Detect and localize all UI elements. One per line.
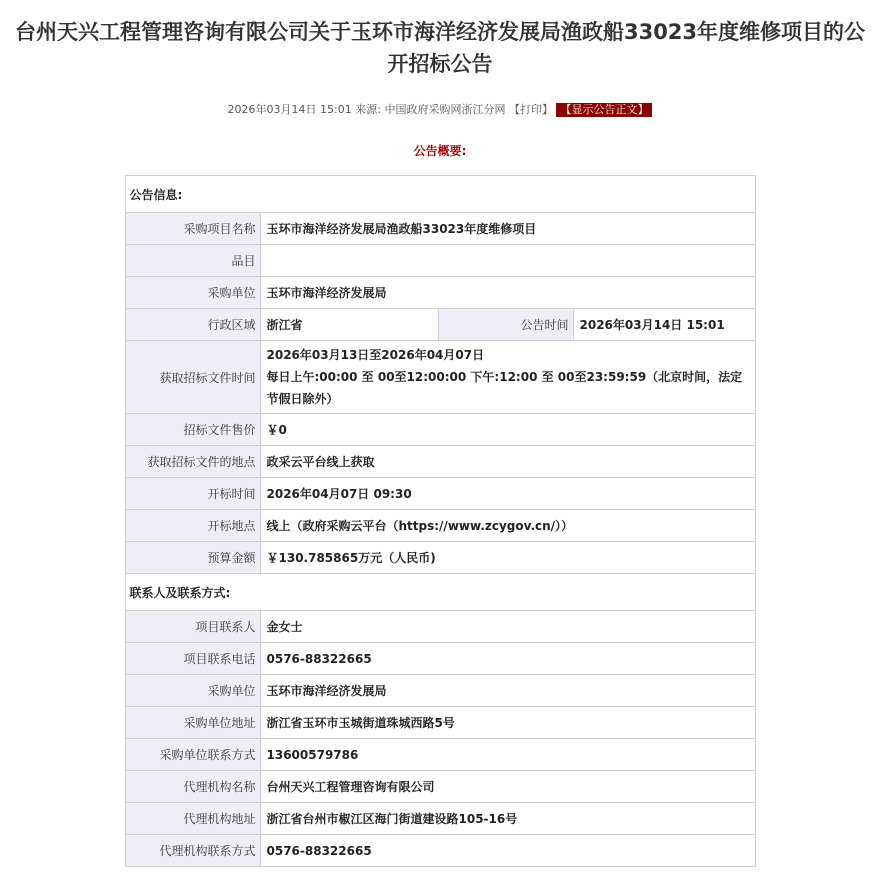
table-row — [125, 611, 755, 643]
announce-time-value: 2026年03月14日 15:01 — [573, 309, 755, 341]
table-row — [125, 176, 755, 213]
table-row — [125, 309, 755, 341]
region-value: 浙江省 — [260, 309, 438, 341]
source-link[interactable]: 中国政府采购网浙江分网 — [384, 103, 506, 116]
project-phone-label: 项目联系电话 — [125, 643, 260, 675]
table-row — [125, 478, 755, 510]
table-row — [125, 414, 755, 446]
show-full-text-button[interactable]: 【显示公告正文】 — [556, 103, 652, 117]
doc-time-label: 获取招标文件时间 — [125, 341, 260, 414]
purchaser-address-value: 浙江省玉环市玉城街道珠城西路5号 — [260, 707, 755, 739]
source-label: 来源: — [355, 103, 381, 116]
table-row — [125, 446, 755, 478]
table-row — [125, 739, 755, 771]
purchaser-label: 采购单位 — [125, 277, 260, 309]
project-name-value: 玉环市海洋经济发展局渔政船33023年度维修项目 — [260, 213, 755, 245]
purchaser-value: 玉环市海洋经济发展局 — [260, 277, 755, 309]
agency-phone-label: 代理机构联系方式 — [125, 835, 260, 867]
open-time-value: 2026年04月07日 09:30 — [260, 478, 755, 510]
purchaser-phone-label: 采购单位联系方式 — [125, 739, 260, 771]
open-place-label: 开标地点 — [125, 510, 260, 542]
item-value — [260, 245, 755, 277]
table-row — [125, 643, 755, 675]
table-row — [125, 277, 755, 309]
table-row — [125, 707, 755, 739]
table-row — [125, 803, 755, 835]
item-label: 品目 — [125, 245, 260, 277]
region-label: 行政区域 — [125, 309, 260, 341]
notice-info-table — [125, 175, 756, 867]
doc-time-value — [260, 341, 755, 414]
project-contact-value: 金女士 — [260, 611, 755, 643]
table-row — [125, 245, 755, 277]
agency-phone-value: 0576-88322665 — [260, 835, 755, 867]
table-row — [125, 771, 755, 803]
table-row — [125, 835, 755, 867]
contact-purchaser-value: 玉环市海洋经济发展局 — [260, 675, 755, 707]
doc-price-value: ￥0 — [260, 414, 755, 446]
contact-purchaser-label: 采购单位 — [125, 675, 260, 707]
doc-time-dates: 2026年03月13日至2026年04月07日 — [266, 348, 485, 362]
announce-time-label: 公告时间 — [438, 309, 573, 341]
agency-label: 代理机构名称 — [125, 771, 260, 803]
project-phone-value: 0576-88322665 — [260, 643, 755, 675]
publish-date: 2026年03月14日 15:01 — [227, 103, 352, 116]
project-name-label: 采购项目名称 — [125, 213, 260, 245]
open-place-value: 线上（政府采购云平台（https://www.zcygov.cn/）） — [260, 510, 755, 542]
agency-value: 台州天兴工程管理咨询有限公司 — [260, 771, 755, 803]
project-contact-label: 项目联系人 — [125, 611, 260, 643]
table-row — [125, 213, 755, 245]
print-link[interactable]: 【打印】 — [508, 103, 553, 116]
doc-time-hours: 每日上午:00:00 至 00至12:00:00 下午:12:00 至 00至23:59:59（北京时间，法定节假日除外） — [266, 370, 743, 406]
table-row — [125, 574, 755, 611]
table-row — [125, 675, 755, 707]
budget-label: 预算金额 — [125, 542, 260, 574]
summary-title: 公告概要: — [413, 144, 467, 158]
table-row — [125, 341, 755, 414]
purchaser-phone-value: 13600579786 — [260, 739, 755, 771]
doc-price-label: 招标文件售价 — [125, 414, 260, 446]
doc-place-value: 政采云平台线上获取 — [260, 446, 755, 478]
section-title-contact: 联系人及联系方式: — [125, 574, 755, 611]
agency-address-label: 代理机构地址 — [125, 803, 260, 835]
open-time-label: 开标时间 — [125, 478, 260, 510]
budget-value: ￥130.785865万元（人民币) — [260, 542, 755, 574]
table-row — [125, 510, 755, 542]
page-title: 台州天兴工程管理咨询有限公司关于玉环市海洋经济发展局渔政船33023年度维修项目的公开招标公告 — [14, 20, 866, 76]
section-title-info: 公告信息: — [125, 176, 755, 213]
purchaser-address-label: 采购单位地址 — [125, 707, 260, 739]
table-row — [125, 542, 755, 574]
agency-address-value: 浙江省台州市椒江区海门街道建设路105-16号 — [260, 803, 755, 835]
doc-place-label: 获取招标文件的地点 — [125, 446, 260, 478]
notice-meta — [0, 102, 880, 118]
